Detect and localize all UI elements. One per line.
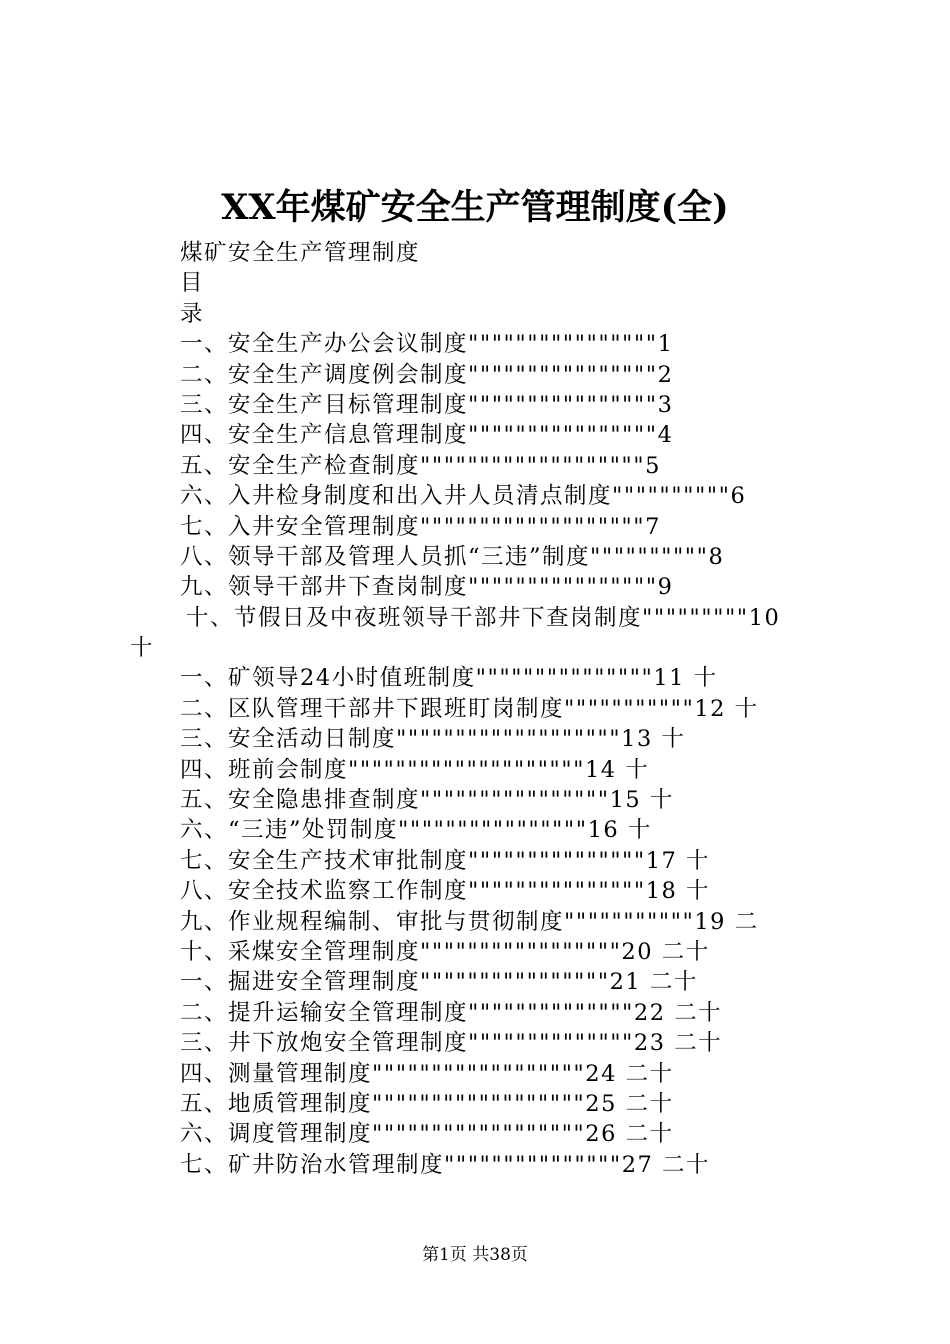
toc-line: 七、安全生产技术审批制度"""""""""""""""17 十	[180, 847, 711, 874]
toc-line: 五、地质管理制度""""""""""""""""""25 二十	[180, 1090, 674, 1117]
toc-line: 八、安全技术监察工作制度"""""""""""""""18 十	[180, 878, 711, 905]
toc-line: 六、“三违”处罚制度""""""""""""""""16 十	[180, 817, 652, 844]
toc-line: 二、提升运输安全管理制度""""""""""""""22 二十	[180, 999, 723, 1026]
toc-line: 十、采煤安全管理制度"""""""""""""""""20 二十	[180, 938, 710, 965]
toc-line: 五、安全生产检查制度"""""""""""""""""""5	[180, 452, 661, 479]
page-footer: 第1页 共38页	[422, 1245, 528, 1265]
toc-line: 三、安全活动日制度"""""""""""""""""""13 十	[180, 726, 686, 753]
toc-line: 三、安全生产目标管理制度""""""""""""""""3	[180, 391, 674, 418]
toc-line: 七、入井安全管理制度"""""""""""""""""""7	[180, 513, 661, 540]
toc-line: 煤矿安全生产管理制度	[180, 240, 421, 266]
toc-line: 一、矿领导24小时值班制度"""""""""""""""11 十	[180, 665, 718, 692]
toc-line: 录	[180, 300, 205, 327]
toc-line: 九、领导干部井下查岗制度""""""""""""""""9	[180, 574, 674, 601]
toc-line: 九、作业规程编制、审批与贯彻制度"""""""""""19 二	[180, 908, 759, 935]
toc-line: 六、入井检身制度和出入井人员清点制度""""""""""6	[180, 483, 747, 510]
toc-line: 七、矿井防治水管理制度"""""""""""""""27 二十	[180, 1151, 711, 1178]
toc-line: 四、安全生产信息管理制度""""""""""""""""4	[180, 422, 674, 449]
toc-line: 五、安全隐患排查制度""""""""""""""""15 十	[180, 787, 674, 814]
document-title: XX年煤矿安全生产管理制度(全)	[221, 187, 729, 228]
toc-line: 一、安全生产办公会议制度""""""""""""""""1	[180, 331, 674, 358]
toc-line: 二、区队管理干部井下跟班盯岗制度"""""""""""12 十	[180, 695, 759, 722]
toc-line: 十、节假日及中夜班领导干部井下查岗制度"""""""""10	[186, 604, 781, 631]
toc-line: 十	[130, 635, 155, 662]
toc-line: 一、掘进安全管理制度""""""""""""""""21 二十	[180, 969, 698, 996]
toc-line: 四、班前会制度""""""""""""""""""""14 十	[180, 756, 650, 783]
toc-line: 二、安全生产调度例会制度""""""""""""""""2	[180, 361, 674, 388]
toc-line: 六、调度管理制度""""""""""""""""""26 二十	[180, 1121, 674, 1148]
toc-line: 八、领导干部及管理人员抓“三违”制度""""""""""8	[180, 543, 725, 570]
table-of-contents	[130, 238, 880, 1180]
toc-line: 三、井下放炮安全管理制度""""""""""""""23 二十	[180, 1030, 723, 1057]
toc-line: 四、测量管理制度""""""""""""""""""24 二十	[180, 1060, 674, 1087]
toc-line: 目	[180, 270, 205, 297]
